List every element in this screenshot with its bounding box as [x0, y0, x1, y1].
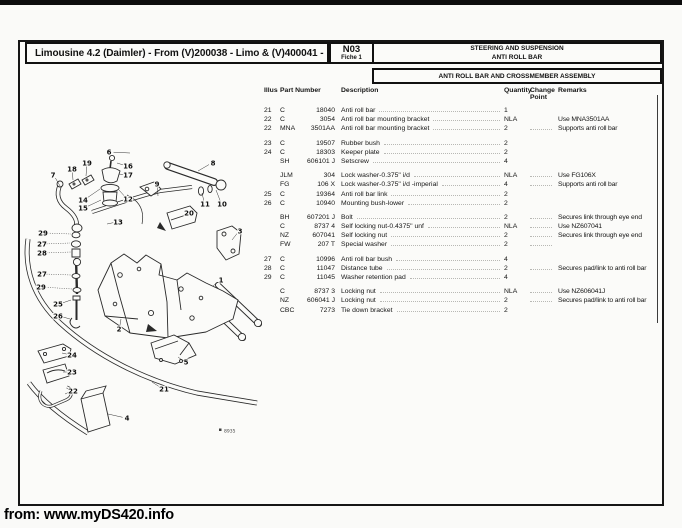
parts-table — [264, 87, 658, 315]
section-box — [372, 42, 662, 64]
source-watermark: from: www.myDS420.info — [4, 507, 174, 523]
callout-number: 13 — [113, 218, 123, 227]
callout-number: 20 — [184, 209, 194, 218]
table-row: NZ 606041 J Locking nut 2 Secures pad/link to anti roll bar — [280, 297, 647, 305]
col-illus: Illus — [264, 87, 278, 94]
callout-number: 1 — [218, 276, 224, 285]
table-row: 24 C 18303 Keeper plate 2 — [264, 148, 508, 156]
table-row: BH 607201 J Bolt 2 Secures link through eye end — [280, 213, 642, 221]
page-title: Limousine 4.2 (Daimler) - From (V)200038 - Limo & (V)400041 - — [35, 47, 324, 59]
callout-number: 11 — [200, 200, 210, 209]
plate-mark: 8935 — [224, 429, 236, 435]
callout-number: 16 — [123, 162, 133, 171]
table-row: CBC 7273 Tie down bracket 2 — [280, 306, 508, 314]
col-quantity: Quantity — [504, 87, 532, 94]
callout-number: 24 — [67, 351, 77, 360]
callout-number: 6 — [106, 148, 112, 157]
plate-mark-square — [219, 429, 222, 432]
callout-number: 12 — [123, 195, 133, 204]
callout-number: 22 — [68, 387, 78, 396]
table-row: 23 C 19507 Rubber bush 2 — [264, 139, 508, 147]
section-title: STEERING AND SUSPENSION — [470, 45, 564, 52]
callout-number: 27 — [37, 240, 47, 249]
assembly-box — [372, 68, 662, 84]
callout-number: 9 — [154, 180, 160, 189]
callout-number: 2 — [116, 325, 122, 334]
callout-number: 29 — [36, 283, 46, 292]
exploded-diagram — [20, 142, 265, 462]
table-row: C 8737 4 Self locking nut-0.4375" unf NLA Use NZ607041 — [280, 223, 602, 231]
callout-number: 14 — [78, 196, 88, 205]
drop-link-stack — [70, 232, 81, 328]
col-part-number: Part Number — [280, 87, 321, 94]
callout-number: 28 — [37, 249, 47, 258]
col-remarks: Remarks — [558, 87, 587, 94]
fiche-box — [329, 42, 374, 64]
table-row: 22 C 3054 Anti roll bar mounting bracket NLA Use MNA3501AA — [264, 116, 610, 124]
callout-number: 23 — [67, 368, 77, 377]
block-4 — [81, 386, 110, 432]
parts-table-body — [264, 106, 658, 315]
col-change-point: Change Point — [530, 87, 555, 101]
callout-number: 18 — [67, 165, 77, 174]
callout-number: 17 — [123, 171, 133, 180]
callout-number: 3 — [237, 227, 243, 236]
table-right-rule — [657, 95, 658, 323]
callout-number: 7 — [50, 171, 56, 180]
table-row: 26 C 10940 Mounting bush-lower 2 — [264, 199, 508, 207]
table-row: FW 207 T Special washer 2 — [264, 240, 658, 249]
washers — [198, 185, 212, 195]
callout-number: 19 — [82, 159, 92, 168]
assembly-title: ANTI ROLL BAR AND CROSSMEMBER ASSEMBLY — [438, 72, 596, 80]
table-row: SH 606101 J Setscrew 4 — [280, 157, 508, 165]
table-row: 22 MNA 3501AA Anti roll bar mounting bracket 2 Supports anti roll bar — [264, 125, 618, 133]
table-row: FG 106 X Lock washer-0.375" i/d -imperial 4 Supports anti roll bar — [280, 181, 618, 189]
callout-number: 5 — [183, 358, 189, 367]
table-row: 25 C 19364 Anti roll bar link 2 — [264, 190, 508, 198]
fiche-number: Fiche 1 — [341, 55, 362, 61]
table-row: 28 C 11047 Distance tube 2 Secures pad/link to anti roll bar — [264, 264, 647, 272]
parts-table-header — [264, 87, 658, 101]
suspension-arm — [164, 162, 226, 190]
callout-number: 15 — [78, 204, 88, 213]
callout-number: 10 — [217, 200, 227, 209]
title-box — [25, 42, 329, 64]
table-row: 27 C 10996 Anti roll bar bush 4 — [264, 255, 508, 263]
callout-number: 25 — [53, 300, 63, 309]
ball-joint-stack — [101, 155, 143, 227]
col-description: Description — [341, 87, 379, 94]
table-row: C 8737 3 Locking nut NLA Use NZ606041J — [280, 288, 606, 296]
callout-number: 26 — [53, 312, 63, 321]
subsection-title: ANTI ROLL BAR — [491, 54, 543, 61]
callout-number: 8 — [210, 159, 216, 168]
callout-number: 4 — [124, 414, 130, 423]
table-row: 29 C 11045 Washer retention pad 4 — [264, 274, 508, 281]
callout-number: 21 — [159, 385, 169, 394]
callout-number: 29 — [38, 229, 48, 238]
table-row: JLM 304 Lock washer-0.375" i/d NLA Use FG106X — [280, 172, 596, 180]
table-row: 21 C 18040 Anti roll bar 1 — [264, 107, 508, 114]
fiche-code: N03 — [342, 44, 361, 55]
scan-top-bar — [0, 0, 682, 5]
table-row: NZ 607041 Self locking nut 2 Secures link through eye end — [280, 232, 642, 240]
callout-number: 27 — [37, 270, 47, 279]
